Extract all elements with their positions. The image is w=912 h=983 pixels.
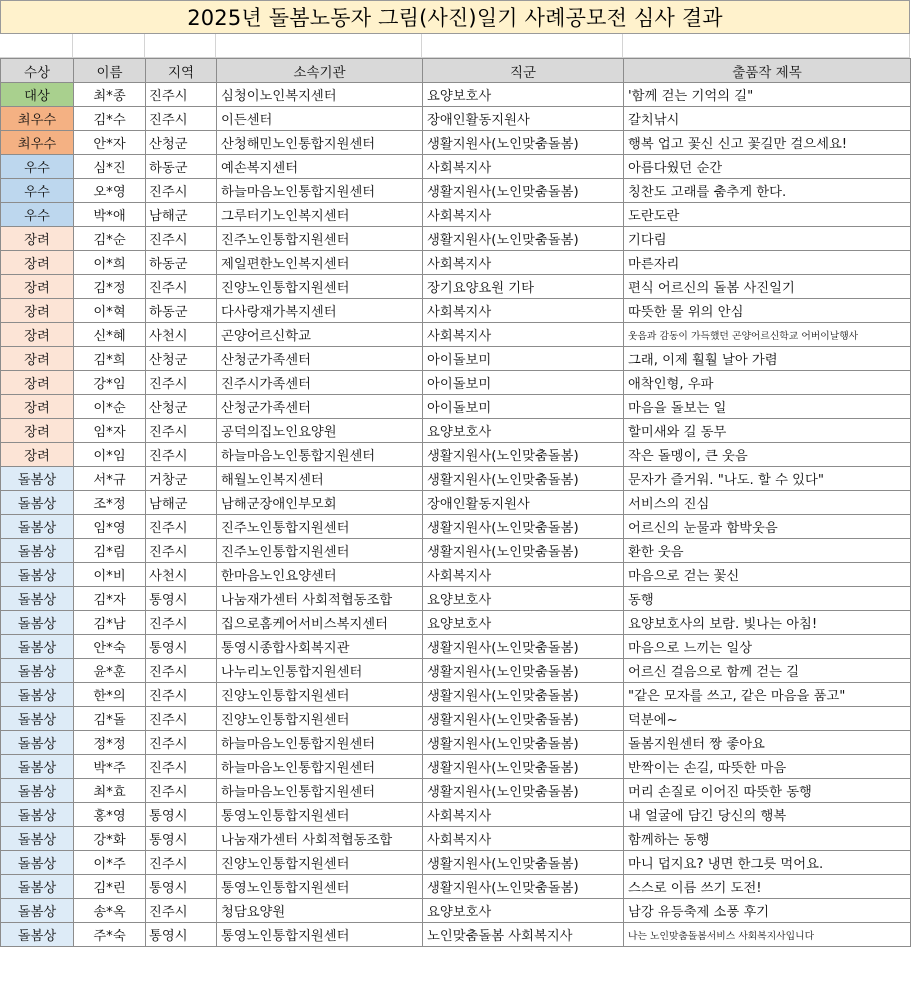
region-cell[interactable]: 사천시	[146, 323, 217, 347]
name-cell[interactable]: 이*비	[74, 563, 146, 587]
region-cell[interactable]: 하동군	[146, 155, 217, 179]
title-cell[interactable]: 서비스의 진심	[624, 491, 911, 515]
table-row	[1, 779, 911, 803]
title-cell[interactable]: 할미새와 길 동무	[624, 419, 911, 443]
name-cell[interactable]: 신*혜	[74, 323, 146, 347]
title-cell[interactable]: 덕분에~	[624, 707, 911, 731]
job-cell[interactable]: 장기요양요원 기타	[423, 275, 624, 299]
job-cell[interactable]: 요양보호사	[423, 419, 624, 443]
org-cell[interactable]: 하늘마음노인통합지원센터	[217, 755, 423, 779]
award-cell[interactable]: 돌봄상	[1, 899, 74, 923]
org-cell[interactable]: 남해군장애인부모회	[217, 491, 423, 515]
job-cell[interactable]: 사회복지사	[423, 299, 624, 323]
region-cell[interactable]: 진주시	[146, 371, 217, 395]
job-cell[interactable]: 사회복지사	[423, 563, 624, 587]
org-cell[interactable]: 나눔재가센터 사회적협동조합	[217, 587, 423, 611]
job-cell[interactable]: 장애인활동지원사	[423, 107, 624, 131]
award-cell[interactable]: 우수	[1, 203, 74, 227]
name-cell[interactable]: 김*수	[74, 107, 146, 131]
region-cell[interactable]: 진주시	[146, 539, 217, 563]
region-cell[interactable]: 진주시	[146, 443, 217, 467]
name-cell[interactable]: 이*임	[74, 443, 146, 467]
table-row	[1, 611, 911, 635]
org-cell[interactable]: 산청군가족센터	[217, 395, 423, 419]
award-cell[interactable]: 장려	[1, 395, 74, 419]
table-row	[1, 203, 911, 227]
region-cell[interactable]: 하동군	[146, 251, 217, 275]
job-cell[interactable]: 사회복지사	[423, 251, 624, 275]
table-row	[1, 275, 911, 299]
name-cell[interactable]: 강*화	[74, 827, 146, 851]
award-cell[interactable]: 우수	[1, 155, 74, 179]
name-cell[interactable]: 박*주	[74, 755, 146, 779]
award-cell[interactable]: 장려	[1, 371, 74, 395]
region-cell[interactable]: 진주시	[146, 779, 217, 803]
award-cell[interactable]: 돌봄상	[1, 779, 74, 803]
header-title[interactable]: 출품작 제목	[624, 59, 911, 83]
region-cell[interactable]: 진주시	[146, 419, 217, 443]
region-cell[interactable]: 남해군	[146, 491, 217, 515]
job-cell[interactable]: 생활지원사(노인맞춤돌봄)	[423, 539, 624, 563]
job-cell[interactable]: 생활지원사(노인맞춤돌봄)	[423, 131, 624, 155]
title-cell[interactable]: 마음을 돌보는 일	[624, 395, 911, 419]
award-cell[interactable]: 장려	[1, 227, 74, 251]
table-row	[1, 443, 911, 467]
table-row	[1, 155, 911, 179]
region-cell[interactable]: 산청군	[146, 395, 217, 419]
header-region[interactable]: 지역	[146, 59, 217, 83]
name-cell[interactable]: 안*숙	[74, 635, 146, 659]
table-row	[1, 419, 911, 443]
award-cell[interactable]: 우수	[1, 179, 74, 203]
name-cell[interactable]: 주*숙	[74, 923, 146, 947]
org-cell[interactable]: 진주노인통합지원센터	[217, 539, 423, 563]
award-cell[interactable]: 돌봄상	[1, 611, 74, 635]
table-row	[1, 659, 911, 683]
job-cell[interactable]: 노인맞춤돌봄 사회복지사	[423, 923, 624, 947]
job-cell[interactable]: 아이돌보미	[423, 395, 624, 419]
job-cell[interactable]: 생활지원사(노인맞춤돌봄)	[423, 179, 624, 203]
title-cell[interactable]: 행복 업고 꽃신 신고 꽃길만 걸으세요!	[624, 131, 911, 155]
table-row	[1, 323, 911, 347]
title-cell[interactable]: 나는 노인맞춤돌봄서비스 사회복지사입니다	[624, 923, 911, 947]
results-table	[0, 58, 911, 947]
org-cell[interactable]: 하늘마음노인통합지원센터	[217, 443, 423, 467]
title-cell[interactable]: 마니 덥지요? 냉면 한그릇 먹어요.	[624, 851, 911, 875]
title-cell[interactable]: 도란도란	[624, 203, 911, 227]
org-cell[interactable]: 통영노인통합지원센터	[217, 875, 423, 899]
title-cell[interactable]: 애착인형, 우파	[624, 371, 911, 395]
region-cell[interactable]: 진주시	[146, 851, 217, 875]
award-cell[interactable]: 장려	[1, 275, 74, 299]
title-cell[interactable]: 마른자리	[624, 251, 911, 275]
table-row	[1, 107, 911, 131]
table-row	[1, 827, 911, 851]
table-row	[1, 131, 911, 155]
table-row	[1, 347, 911, 371]
award-cell[interactable]: 대상	[1, 83, 74, 107]
job-cell[interactable]: 생활지원사(노인맞춤돌봄)	[423, 515, 624, 539]
job-cell[interactable]: 요양보호사	[423, 611, 624, 635]
region-cell[interactable]: 진주시	[146, 707, 217, 731]
title-cell[interactable]: 반짝이는 손길, 따뜻한 마음	[624, 755, 911, 779]
org-cell[interactable]: 공덕의집노인요양원	[217, 419, 423, 443]
title-cell[interactable]: 갈치낚시	[624, 107, 911, 131]
region-cell[interactable]: 진주시	[146, 659, 217, 683]
empty-cell[interactable]	[73, 34, 145, 58]
job-cell[interactable]: 요양보호사	[423, 587, 624, 611]
award-cell[interactable]: 최우수	[1, 107, 74, 131]
org-cell[interactable]: 다사랑재가복지센터	[217, 299, 423, 323]
job-cell[interactable]: 생활지원사(노인맞춤돌봄)	[423, 755, 624, 779]
table-row	[1, 851, 911, 875]
header-award[interactable]: 수상	[1, 59, 74, 83]
table-body	[1, 83, 911, 947]
title-cell[interactable]: 함께하는 동행	[624, 827, 911, 851]
name-cell[interactable]: 임*영	[74, 515, 146, 539]
region-cell[interactable]: 진주시	[146, 683, 217, 707]
empty-cell[interactable]	[145, 34, 216, 58]
name-cell[interactable]: 최*효	[74, 779, 146, 803]
title-cell[interactable]: 내 얼굴에 담긴 당신의 행복	[624, 803, 911, 827]
title-cell[interactable]: 어르신의 눈물과 함박웃음	[624, 515, 911, 539]
job-cell[interactable]: 생활지원사(노인맞춤돌봄)	[423, 731, 624, 755]
empty-cell[interactable]	[422, 34, 623, 58]
region-cell[interactable]: 산청군	[146, 347, 217, 371]
name-cell[interactable]: 최*종	[74, 83, 146, 107]
org-cell[interactable]: 한마음노인요양센터	[217, 563, 423, 587]
name-cell[interactable]: 이*순	[74, 395, 146, 419]
org-cell[interactable]: 이든센터	[217, 107, 423, 131]
header-org[interactable]: 소속기관	[217, 59, 423, 83]
award-cell[interactable]: 돌봄상	[1, 563, 74, 587]
name-cell[interactable]: 홍*영	[74, 803, 146, 827]
org-cell[interactable]: 나눔재가센터 사회적협동조합	[217, 827, 423, 851]
title-cell[interactable]: 머리 손질로 이어진 따뜻한 동행	[624, 779, 911, 803]
org-cell[interactable]: 진주시가족센터	[217, 371, 423, 395]
award-cell[interactable]: 장려	[1, 419, 74, 443]
title-cell[interactable]: 편식 어르신의 돌봄 사진일기	[624, 275, 911, 299]
job-cell[interactable]: 아이돌보미	[423, 347, 624, 371]
award-cell[interactable]: 장려	[1, 347, 74, 371]
header-job[interactable]: 직군	[423, 59, 624, 83]
org-cell[interactable]: 산청해민노인통합지원센터	[217, 131, 423, 155]
name-cell[interactable]: 박*애	[74, 203, 146, 227]
table-row	[1, 467, 911, 491]
table-row	[1, 539, 911, 563]
region-cell[interactable]: 진주시	[146, 755, 217, 779]
org-cell[interactable]: 하늘마음노인통합지원센터	[217, 779, 423, 803]
org-cell[interactable]: 통영노인통합지원센터	[217, 923, 423, 947]
name-cell[interactable]: 김*남	[74, 611, 146, 635]
award-cell[interactable]: 돌봄상	[1, 803, 74, 827]
region-cell[interactable]: 진주시	[146, 107, 217, 131]
org-cell[interactable]: 하늘마음노인통합지원센터	[217, 731, 423, 755]
title-cell[interactable]: 환한 웃음	[624, 539, 911, 563]
region-cell[interactable]: 진주시	[146, 179, 217, 203]
award-cell[interactable]: 돌봄상	[1, 851, 74, 875]
region-cell[interactable]: 사천시	[146, 563, 217, 587]
org-cell[interactable]: 제일편한노인복지센터	[217, 251, 423, 275]
job-cell[interactable]: 생활지원사(노인맞춤돌봄)	[423, 227, 624, 251]
org-cell[interactable]: 심청이노인복지센터	[217, 83, 423, 107]
org-cell[interactable]: 통영노인통합지원센터	[217, 803, 423, 827]
org-cell[interactable]: 예손복지센터	[217, 155, 423, 179]
name-cell[interactable]: 윤*훈	[74, 659, 146, 683]
job-cell[interactable]: 생활지원사(노인맞춤돌봄)	[423, 659, 624, 683]
name-cell[interactable]: 안*자	[74, 131, 146, 155]
title-cell[interactable]: 문자가 즐거워. "나도. 할 수 있다"	[624, 467, 911, 491]
table-row	[1, 491, 911, 515]
job-cell[interactable]: 생활지원사(노인맞춤돌봄)	[423, 683, 624, 707]
title-cell[interactable]: 그래, 이제 훨훨 날아 가렴	[624, 347, 911, 371]
job-cell[interactable]: 사회복지사	[423, 203, 624, 227]
table-row	[1, 83, 911, 107]
org-cell[interactable]: 그루터기노인복지센터	[217, 203, 423, 227]
award-cell[interactable]: 돌봄상	[1, 827, 74, 851]
name-cell[interactable]: 김*정	[74, 275, 146, 299]
job-cell[interactable]: 생활지원사(노인맞춤돌봄)	[423, 443, 624, 467]
title-cell[interactable]: 돌봄지원센터 짱 좋아요	[624, 731, 911, 755]
name-cell[interactable]: 김*돌	[74, 707, 146, 731]
job-cell[interactable]: 요양보호사	[423, 899, 624, 923]
table-row	[1, 707, 911, 731]
table-row	[1, 371, 911, 395]
table-row	[1, 515, 911, 539]
empty-row	[0, 34, 910, 58]
job-cell[interactable]: 요양보호사	[423, 83, 624, 107]
title-cell[interactable]: 아름다웠던 순간	[624, 155, 911, 179]
org-cell[interactable]: 진양노인통합지원센터	[217, 707, 423, 731]
job-cell[interactable]: 사회복지사	[423, 155, 624, 179]
table-row	[1, 923, 911, 947]
title-cell[interactable]: 웃음과 감동이 가득했던 곤양어르신학교 어버이날행사	[624, 323, 911, 347]
job-cell[interactable]: 사회복지사	[423, 827, 624, 851]
header-name[interactable]: 이름	[74, 59, 146, 83]
org-cell[interactable]: 하늘마음노인통합지원센터	[217, 179, 423, 203]
sheet-title: 2025년 돌봄노동자 그림(사진)일기 사례공모전 심사 결과	[0, 0, 910, 34]
name-cell[interactable]: 오*영	[74, 179, 146, 203]
award-cell[interactable]: 장려	[1, 299, 74, 323]
award-cell[interactable]: 돌봄상	[1, 755, 74, 779]
award-cell[interactable]: 최우수	[1, 131, 74, 155]
org-cell[interactable]: 나누리노인통합지원센터	[217, 659, 423, 683]
org-cell[interactable]: 진양노인통합지원센터	[217, 851, 423, 875]
table-row	[1, 251, 911, 275]
org-cell[interactable]: 통영시종합사회복지관	[217, 635, 423, 659]
title-cell[interactable]: 마음으로 느끼는 일상	[624, 635, 911, 659]
table-row	[1, 563, 911, 587]
job-cell[interactable]: 장애인활동지원사	[423, 491, 624, 515]
title-cell[interactable]: '함께 걷는 기억의 길"	[624, 83, 911, 107]
table-row	[1, 803, 911, 827]
name-cell[interactable]: 이*희	[74, 251, 146, 275]
region-cell[interactable]: 거창군	[146, 467, 217, 491]
title-cell[interactable]: 동행	[624, 587, 911, 611]
org-cell[interactable]: 진주노인통합지원센터	[217, 515, 423, 539]
table-row	[1, 179, 911, 203]
job-cell[interactable]: 생활지원사(노인맞춤돌봄)	[423, 635, 624, 659]
award-cell[interactable]: 장려	[1, 251, 74, 275]
table-row	[1, 587, 911, 611]
table-row	[1, 227, 911, 251]
region-cell[interactable]: 통영시	[146, 587, 217, 611]
table-row	[1, 683, 911, 707]
name-cell[interactable]: 정*정	[74, 731, 146, 755]
award-cell[interactable]: 장려	[1, 323, 74, 347]
award-cell[interactable]: 장려	[1, 443, 74, 467]
job-cell[interactable]: 사회복지사	[423, 323, 624, 347]
award-cell[interactable]: 돌봄상	[1, 491, 74, 515]
name-cell[interactable]: 김*순	[74, 227, 146, 251]
name-cell[interactable]: 김*림	[74, 539, 146, 563]
table-row	[1, 755, 911, 779]
name-cell[interactable]: 강*임	[74, 371, 146, 395]
job-cell[interactable]: 생활지원사(노인맞춤돌봄)	[423, 707, 624, 731]
region-cell[interactable]: 진주시	[146, 731, 217, 755]
empty-cell[interactable]	[623, 34, 910, 58]
job-cell[interactable]: 아이돌보미	[423, 371, 624, 395]
award-cell[interactable]: 돌봄상	[1, 515, 74, 539]
name-cell[interactable]: 이*혁	[74, 299, 146, 323]
table-row	[1, 899, 911, 923]
table-row	[1, 395, 911, 419]
name-cell[interactable]: 이*주	[74, 851, 146, 875]
region-cell[interactable]: 통영시	[146, 827, 217, 851]
org-cell[interactable]: 진주노인통합지원센터	[217, 227, 423, 251]
job-cell[interactable]: 생활지원사(노인맞춤돌봄)	[423, 467, 624, 491]
region-cell[interactable]: 남해군	[146, 203, 217, 227]
award-cell[interactable]: 돌봄상	[1, 539, 74, 563]
name-cell[interactable]: 김*자	[74, 587, 146, 611]
job-cell[interactable]: 생활지원사(노인맞춤돌봄)	[423, 779, 624, 803]
table-row	[1, 635, 911, 659]
org-cell[interactable]: 해월노인복지센터	[217, 467, 423, 491]
award-cell[interactable]: 돌봄상	[1, 731, 74, 755]
table-row	[1, 875, 911, 899]
award-cell[interactable]: 돌봄상	[1, 587, 74, 611]
name-cell[interactable]: 김*희	[74, 347, 146, 371]
title-cell[interactable]: 마음으로 걷는 꽃신	[624, 563, 911, 587]
region-cell[interactable]: 진주시	[146, 611, 217, 635]
region-cell[interactable]: 진주시	[146, 899, 217, 923]
title-cell[interactable]: 어르신 걸음으로 함께 걷는 길	[624, 659, 911, 683]
region-cell[interactable]: 하동군	[146, 299, 217, 323]
region-cell[interactable]: 통영시	[146, 875, 217, 899]
award-cell[interactable]: 돌봄상	[1, 659, 74, 683]
name-cell[interactable]: 송*옥	[74, 899, 146, 923]
org-cell[interactable]: 곤양어르신학교	[217, 323, 423, 347]
job-cell[interactable]: 사회복지사	[423, 803, 624, 827]
name-cell[interactable]: 한*의	[74, 683, 146, 707]
region-cell[interactable]: 진주시	[146, 275, 217, 299]
region-cell[interactable]: 진주시	[146, 227, 217, 251]
region-cell[interactable]: 산청군	[146, 131, 217, 155]
title-cell[interactable]: 남강 유등축제 소풍 후기	[624, 899, 911, 923]
job-cell[interactable]: 생활지원사(노인맞춤돌봄)	[423, 875, 624, 899]
name-cell[interactable]: 심*진	[74, 155, 146, 179]
header-row	[1, 59, 911, 83]
title-cell[interactable]: 스스로 이름 쓰기 도전!	[624, 875, 911, 899]
region-cell[interactable]: 진주시	[146, 515, 217, 539]
empty-cell[interactable]	[216, 34, 422, 58]
table-row	[1, 731, 911, 755]
title-cell[interactable]: 기다림	[624, 227, 911, 251]
region-cell[interactable]: 통영시	[146, 803, 217, 827]
award-cell[interactable]: 돌봄상	[1, 467, 74, 491]
title-cell[interactable]: 칭찬도 고래를 춤추게 한다.	[624, 179, 911, 203]
org-cell[interactable]: 산청군가족센터	[217, 347, 423, 371]
org-cell[interactable]: 청담요양원	[217, 899, 423, 923]
title-cell[interactable]: 따뜻한 물 위의 안심	[624, 299, 911, 323]
region-cell[interactable]: 통영시	[146, 923, 217, 947]
award-cell[interactable]: 돌봄상	[1, 683, 74, 707]
name-cell[interactable]: 조*정	[74, 491, 146, 515]
name-cell[interactable]: 임*자	[74, 419, 146, 443]
region-cell[interactable]: 통영시	[146, 635, 217, 659]
table-row	[1, 299, 911, 323]
region-cell[interactable]: 진주시	[146, 83, 217, 107]
award-cell[interactable]: 돌봄상	[1, 923, 74, 947]
title-cell[interactable]: 작은 돌멩이, 큰 웃음	[624, 443, 911, 467]
org-cell[interactable]: 집으로홈케어서비스복지센터	[217, 611, 423, 635]
org-cell[interactable]: 진양노인통합지원센터	[217, 275, 423, 299]
name-cell[interactable]: 서*규	[74, 467, 146, 491]
title-cell[interactable]: "같은 모자를 쓰고, 같은 마음을 품고"	[624, 683, 911, 707]
award-cell[interactable]: 돌봄상	[1, 875, 74, 899]
job-cell[interactable]: 생활지원사(노인맞춤돌봄)	[423, 851, 624, 875]
name-cell[interactable]: 김*린	[74, 875, 146, 899]
award-cell[interactable]: 돌봄상	[1, 707, 74, 731]
award-cell[interactable]: 돌봄상	[1, 635, 74, 659]
title-cell[interactable]: 요양보호사의 보람. 빛나는 아침!	[624, 611, 911, 635]
empty-cell[interactable]	[0, 34, 73, 58]
org-cell[interactable]: 진양노인통합지원센터	[217, 683, 423, 707]
